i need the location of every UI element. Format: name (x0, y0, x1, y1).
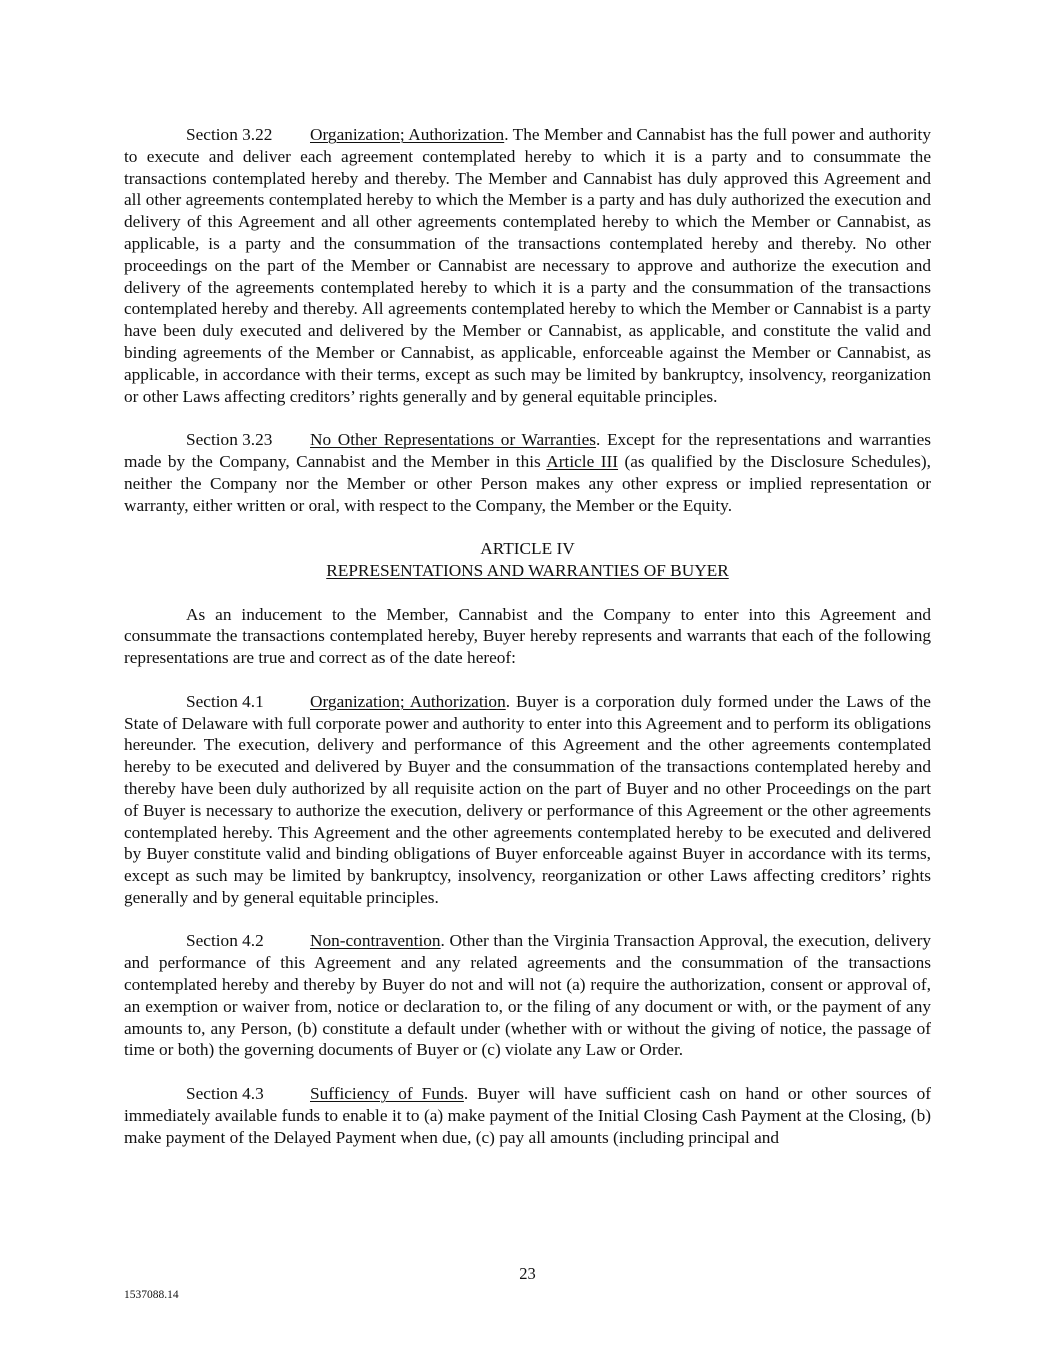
section-body: . Buyer is a corporation duly formed under the Laws of the State of Delaware with full corporate power and authority to enter into this Agreement and to perform its obligations hereunder. The execution, delivery and performance of this Agreement and the other agreements contemplated hereby to be executed and delivered by Buyer and the consummation of the transactions contemplated hereby and thereby have been duly authorized by all requisite action on the part of Buyer and no other Proceedings on the part of Buyer is necessary to authorize the execution, delivery or performance of this Agreement or the other agreements contemplated hereby. This Agreement and the other agreements contemplated hereby to be executed and delivered by Buyer constitute valid and binding obligations of Buyer enforceable against Buyer in accordance with its terms, except as such may be limited by bankruptcy, insolvency, reorganization or other Laws affecting creditors’ rights generally and by general equitable principles. (124, 691, 931, 907)
article-title: REPRESENTATIONS AND WARRANTIES OF BUYER (326, 560, 729, 580)
section-number: Section 3.23 (186, 430, 273, 450)
section-number: Section 4.1 (186, 691, 264, 711)
section-title: Organization; Authorization (310, 125, 505, 144)
section-title: Non-contravention (310, 931, 441, 951)
document-page (124, 124, 931, 1170)
section-body: . Buyer will have sufficient cash on hand or other sources of immediately available funds to enable it to (a) make payment of the Initial Closing Cash Payment at the Closing, (b) make payment of the Delayed Payment when due, (c) pay all amounts (including principal and (124, 1084, 931, 1147)
section-number: Section 3.22 (186, 125, 273, 144)
section-body: . Except for the representations and warranties made by the Company, Cannabist and the Member in this (124, 430, 931, 471)
section-3-23 (124, 429, 931, 516)
article-heading (124, 538, 931, 582)
section-number: Section 4.2 (186, 931, 264, 951)
article-number: ARTICLE IV (480, 539, 575, 559)
section-title: Organization; Authorization (310, 691, 506, 711)
section-4-1 (124, 691, 931, 909)
article-reference: Article III (546, 451, 619, 471)
section-4-2 (124, 930, 931, 1061)
section-body: . Other than the Virginia Transaction Approval, the execution, delivery and performance of this Agreement and any related agreements and the consummation of the transactions contemplated hereby and thereby by Buyer do not and will not (a) require the authorization, consent or approval of, an exemption or waiver from, notice or declaration to, or the filing of any document or with, or the payment of any amounts to, any Person, (b) constitute a default under (whether with or without the giving of notice, the passage of time or both) the governing documents of Buyer or (c) violate any Law or Order. (124, 931, 931, 1060)
section-title: No Other Representations or Warranties (310, 430, 596, 450)
document-id: 1537088.14 (124, 1289, 179, 1301)
section-3-22 (124, 124, 931, 407)
section-4-3 (124, 1083, 931, 1148)
article-intro: As an inducement to the Member, Cannabist and the Company to enter into this Agreement and consummate the transactions contemplated hereby, Buyer hereby represents and warrants that each of the following representations are true and correct as of the date hereof: (124, 604, 931, 668)
section-body-continued: (as qualified by the Disclosure Schedules), neither the Company nor the Member or other Person makes any other express or implied representation or warranty, either written or oral, with respect to the Company, the Member or the Equity. (124, 451, 931, 515)
section-number: Section 4.3 (186, 1084, 264, 1104)
section-body: . The Member and Cannabist has the full power and authority to execute and deliver each agreement contemplated hereby to which it is a party and to consummate the transactions contemplated hereby and thereby. The Member and Cannabist has duly approved this Agreement and all other agreements contemplated hereby to which the Member is a party and has duly authorized the execution and delivery of this Agreement and all other agreements contemplated hereby to which the Member or Cannabist, as applicable, is a party and the consummation of the transactions contemplated hereby and thereby. No other proceedings on the part of the Member or Cannabist are necessary to approve and authorize the execution and delivery of the agreements contemplated hereby to which it is a party and the consummation of the transactions contemplated hereby and thereby. All agreements contemplated hereby to which the Member or Cannabist is a party have been duly executed and delivered by the Member or Cannabist, as applicable, and constitute the valid and binding agreements of the Member or Cannabist, as applicable, enforceable against the Member or Cannabist, as applicable, in accordance with their terms, except as such may be limited by bankruptcy, insolvency, reorganization or other Laws affecting creditors’ rights generally and by general equitable principles. (124, 125, 931, 406)
section-title: Sufficiency of Funds (310, 1084, 464, 1104)
page-number: 23 (519, 1264, 536, 1283)
